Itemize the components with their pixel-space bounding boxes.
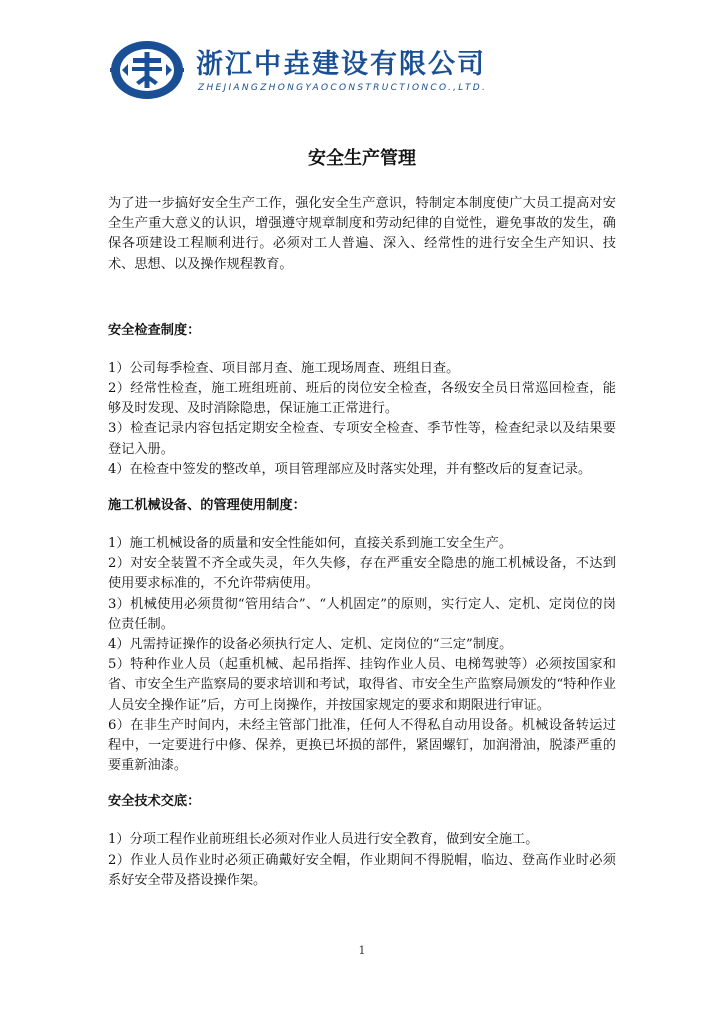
list-item: 4）在检查中签发的整改单，项目管理部应及时落实处理，并有整改后的复查记录。: [108, 461, 592, 477]
company-name-chinese: 浙江中垚建设有限公司: [196, 49, 486, 80]
letterhead: [108, 38, 628, 102]
section-heading: 施工机械设备、的管理使用制度：: [108, 498, 306, 514]
company-logo-icon: [108, 38, 186, 102]
list-item: 2）对安全装置不齐全或失灵，年久失修，存在严重安全隐患的施工机械设备，不达到使用要求标准的，不允许带病使用。: [108, 556, 616, 592]
company-name-english: ZHEJIANGZHONGYAOCONSTRUCTIONCO.,LTD.: [198, 83, 488, 93]
section-items: [108, 534, 616, 776]
list-item: 4）凡需持证操作的设备必须执行定人、定机、定岗位的“三定”制度。: [108, 637, 513, 653]
list-item: 3）机械使用必须贯彻“管用结合”、“人机固定”的原则，实行定人、定机、定岗位的岗位责任制。: [108, 596, 616, 632]
list-item: 1）施工机械设备的质量和安全性能如何，直接关系到施工安全生产。: [108, 536, 513, 552]
section-heading: 安全检查制度：: [108, 322, 201, 338]
document-body: [108, 194, 616, 907]
section-safety-inspection: [108, 321, 616, 480]
list-item: 3）检查记录内容包括定期安全检查、专项安全检查、季节性等，检查纪录以及结果要登记入册。: [108, 421, 616, 457]
page-number: 1: [358, 944, 366, 957]
section-heading: 安全技术交底：: [108, 794, 201, 810]
section-items: [108, 830, 616, 891]
intro-paragraph: 为了进一步搞好安全生产工作，强化安全生产意识，特制定本制度使广大员工提高对安全生产重大意义的认识，增强遵守规章制度和劳动纪律的自觉性，避免事故的发生，确保各项建设工程顺利进行。必须对工人普遍、深入、经常性的进行安全生产知识、技术、思想、以及操作规程教育。: [108, 196, 616, 272]
list-item: 5）特种作业人员（起重机械、起吊指挥、挂钩作业人员、电梯驾驶等）必须按国家和省、市安全生产监察局的要求培训和考试，取得省、市安全生产监察局颁发的“特种作业人员安全操作证”后，方可上岗操作，并按国家规定的要求和期限进行审证。: [108, 657, 616, 713]
list-item: 2）经常性检查，施工班组班前、班后的岗位安全检查，各级安全员日常巡回检查，能够及时发现、及时消除隐患，保证施工正常进行。: [108, 381, 616, 417]
section-machinery-management: [108, 496, 616, 776]
document-title: 安全生产管理: [308, 148, 416, 169]
section-items: [108, 359, 616, 480]
list-item: 1）分项工程作业前班组长必须对作业人员进行安全教育，做到安全施工。: [108, 832, 539, 848]
list-item: 1）公司每季检查、项目部月查、施工现场周查、班组日查。: [108, 360, 460, 376]
list-item: 6）在非生产时间内，未经主管部门批准，任何人不得私自动用设备。机械设备转运过程中，一定要进行中修、保养，更换已坏损的部件，紧固螺钉，加润滑油，脱漆严重的要重新油漆。: [108, 717, 616, 774]
list-item: 2）作业人员作业时必须正确戴好安全帽，作业期间不得脱帽，临边、登高作业时必须系好安全带及搭设操作架。: [108, 852, 616, 888]
section-safety-briefing: [108, 792, 616, 891]
